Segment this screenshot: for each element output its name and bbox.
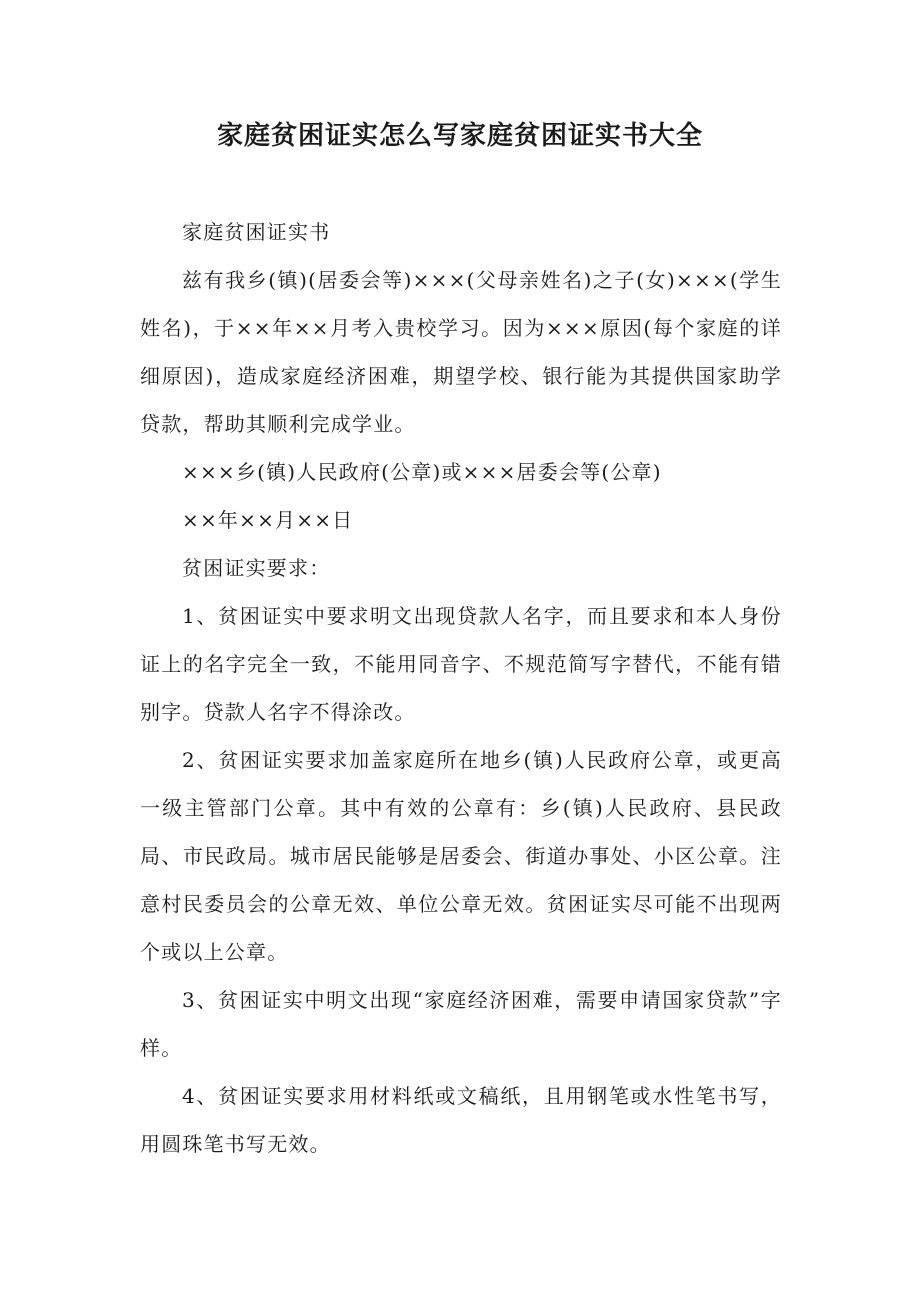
- document-body: [140, 208, 782, 1168]
- requirement-item-2: 2、贫困证实要求加盖家庭所在地乡(镇)人民政府公章，或更高一级主管部门公章。其中有效的公章有：乡(镇)人民政府、县民政局、市民政局。城市居民能够是居委会、街道办事处、小区公章。注意村民委员会的公章无效、单位公章无效。贫困证实尽可能不出现两个或以上公章。: [140, 748, 782, 964]
- requirements-heading: 贫困证实要求：: [182, 556, 331, 580]
- requirement-item-4: 4、贫困证实要求用材料纸或文稿纸，且用钢笔或水性笔书写，用圆珠笔书写无效。: [140, 1084, 782, 1156]
- certificate-body-paragraph: 兹有我乡(镇)(居委会等)×××(父母亲姓名)之子(女)×××(学生姓名)，于××年××月考入贵校学习。因为×××原因(每个家庭的详细原因)，造成家庭经济困难，期望学校、银行能为其提供国家助学贷款，帮助其顺利完成学业。: [140, 268, 782, 436]
- certificate-date-line: ××年××月××日: [182, 508, 354, 532]
- requirement-item-3: 3、贫困证实中明文出现“家庭经济困难，需要申请国家贷款”字样。: [140, 988, 782, 1060]
- certificate-seal-line: ×××乡(镇)人民政府(公章)或×××居委会等(公章): [182, 460, 662, 484]
- requirement-item-1: 1、贫困证实中要求明文出现贷款人名字，而且要求和本人身份证上的名字完全一致，不能用同音字、不规范简写字替代，不能有错别字。贷款人名字不得涂改。: [140, 604, 782, 724]
- certificate-heading: 家庭贫困证实书: [182, 220, 331, 244]
- document-title: 家庭贫困证实怎么写家庭贫困证实书大全: [216, 121, 703, 151]
